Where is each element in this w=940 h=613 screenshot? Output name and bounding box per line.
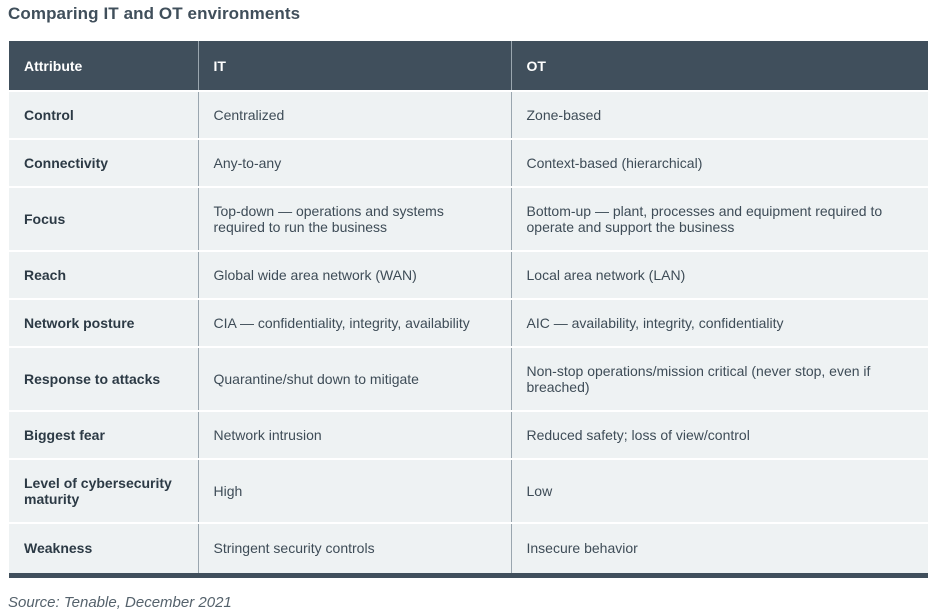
row-attribute-cell: Biggest fear [9,411,198,459]
row-attribute-cell: Connectivity [9,139,198,187]
table-row [9,411,928,459]
row-attribute-cell: Reach [9,251,198,299]
row-it-cell: Network intrusion [198,411,511,459]
row-ot-cell: Local area network (LAN) [511,251,928,299]
column-header-it: IT [198,41,511,91]
row-it-cell: CIA — confidentiality, integrity, availability [198,299,511,347]
column-header-ot: OT [511,41,928,91]
row-it-cell: Top-down — operations and systems required to run the business [198,187,511,251]
column-header-attribute: Attribute [9,41,198,91]
row-it-cell: Global wide area network (WAN) [198,251,511,299]
table-row [9,91,928,139]
table-row [9,187,928,251]
row-ot-cell: Zone-based [511,91,928,139]
row-attribute-cell: Level of cybersecurity maturity [9,459,198,523]
row-it-cell: Stringent security controls [198,523,511,575]
table-row [9,299,928,347]
row-it-cell: Centralized [198,91,511,139]
row-attribute-cell: Weakness [9,523,198,575]
row-attribute-cell: Network posture [9,299,198,347]
row-attribute-cell: Response to attacks [9,347,198,411]
table-row [9,347,928,411]
row-ot-cell: AIC — availability, integrity, confidentiality [511,299,928,347]
row-attribute-cell: Control [9,91,198,139]
row-ot-cell: Context-based (hierarchical) [511,139,928,187]
row-it-cell: High [198,459,511,523]
row-ot-cell: Bottom-up — plant, processes and equipment required to operate and support the business [511,187,928,251]
row-ot-cell: Reduced safety; loss of view/control [511,411,928,459]
source-caption: Source: Tenable, December 2021 [8,594,232,611]
comparison-table [9,41,928,578]
row-ot-cell: Non-stop operations/mission critical (never stop, even if breached) [511,347,928,411]
row-ot-cell: Low [511,459,928,523]
table-row [9,139,928,187]
table-row [9,523,928,575]
page-title: Comparing IT and OT environments [8,4,301,23]
table-header-row [9,41,928,91]
row-attribute-cell: Focus [9,187,198,251]
table-row [9,251,928,299]
row-ot-cell: Insecure behavior [511,523,928,575]
row-it-cell: Quarantine/shut down to mitigate [198,347,511,411]
table-row [9,459,928,523]
row-it-cell: Any-to-any [198,139,511,187]
